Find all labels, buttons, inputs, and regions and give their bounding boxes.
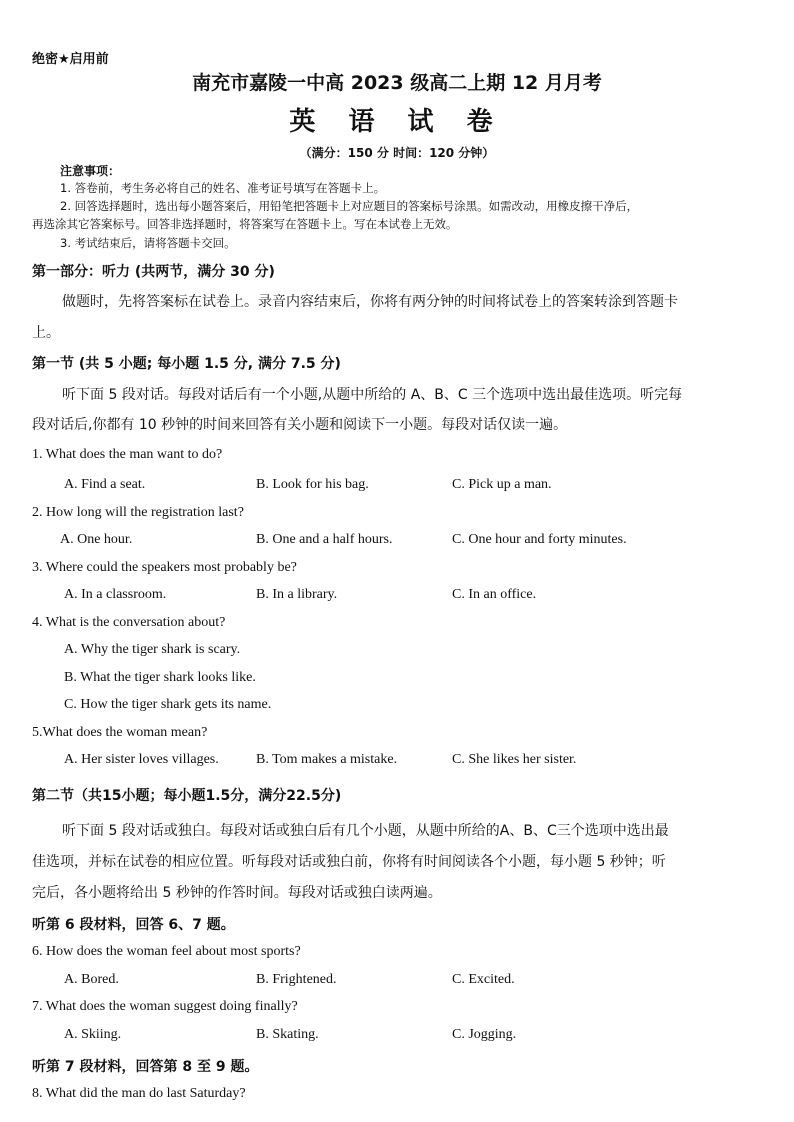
question-text: 8. What did the man do last Saturday?: [32, 1086, 246, 1101]
option-a: A. Bored.: [64, 972, 119, 987]
option-a: A. In a classroom.: [64, 587, 167, 602]
option-c: C. Jogging.: [452, 1027, 517, 1042]
material-heading: 听第 6 段材料，回答 6、7 题。: [32, 917, 235, 933]
option-a: A. One hour.: [60, 532, 133, 547]
question-text: 6. How does the woman feel about most sports?: [32, 944, 301, 959]
option-b: B. Look for his bag.: [256, 477, 369, 492]
option-c: C. How the tiger shark gets its name.: [64, 697, 272, 712]
part1-intro: 上。: [32, 325, 60, 341]
option-a: A. Why the tiger shark is scary.: [64, 642, 241, 657]
question-text: 5.What does the woman mean?: [32, 725, 208, 740]
part1-heading: 第一部分：听力 (共两节，满分 30 分): [32, 264, 275, 280]
subject-title: 英 语 试 卷: [289, 107, 505, 137]
option-b: B. What the tiger shark looks like.: [64, 670, 256, 685]
notice-item: 再选涂其它答案标号。回答非选择题时，将答案写在答题卡上。写在本试卷上无效。: [32, 217, 458, 231]
question-text: 4. What is the conversation about?: [32, 615, 226, 630]
question-text: 2. How long will the registration last?: [32, 505, 244, 520]
option-c: C. She likes her sister.: [452, 752, 577, 767]
option-b: B. One and a half hours.: [256, 532, 393, 547]
score-time-line: （满分：150 分 时间：120 分钟）: [299, 146, 495, 160]
option-b: B. Tom makes a mistake.: [256, 752, 398, 767]
part1-intro: 做题时，先将答案标在试卷上。录音内容结束后，你将有两分钟的时间将试卷上的答案转涂到答题卡: [62, 294, 678, 310]
option-b: B. In a library.: [256, 587, 338, 602]
section2-heading: 第二节（共15小题；每小题1.5分，满分22.5分): [32, 788, 342, 804]
option-c: C. Excited.: [452, 972, 515, 987]
option-c: C. In an office.: [452, 587, 537, 602]
notice-item: 1. 答卷前，考生务必将自己的姓名、准考证号填写在答题卡上。: [60, 181, 386, 195]
question-text: 3. Where could the speakers most probably be?: [32, 560, 297, 575]
notice-heading: 注意事项：: [60, 164, 121, 178]
section2-intro: 听下面 5 段对话或独白。每段对话或独白后有几个小题，从题中所给的A、B、C三个选项中选出最: [62, 823, 669, 839]
confidential-label: 绝密★启用前: [32, 52, 109, 67]
option-a: A. Skiing.: [64, 1027, 122, 1042]
section2-intro: 完后，各小题将给出 5 秒钟的作答时间。每段对话或独白读两遍。: [32, 885, 442, 901]
option-b: B. Skating.: [256, 1027, 319, 1042]
question-text: 7. What does the woman suggest doing finally?: [32, 999, 298, 1014]
option-c: C. Pick up a man.: [452, 477, 552, 492]
question-text: 1. What does the man want to do?: [32, 447, 223, 462]
material-heading: 听第 7 段材料，回答第 8 至 9 题。: [32, 1059, 259, 1075]
option-a: A. Find a seat.: [64, 477, 146, 492]
section1-intro: 听下面 5 段对话。每段对话后有一个小题,从题中所给的 A、B、C 三个选项中选出最佳选项。听完每: [62, 387, 683, 403]
exam-title: 南充市嘉陵一中高 2023 级高二上期 12 月月考: [192, 72, 602, 94]
section1-heading: 第一节 (共 5 小题; 每小题 1.5 分, 满分 7.5 分): [32, 356, 341, 372]
option-b: B. Frightened.: [256, 972, 337, 987]
option-a: A. Her sister loves villages.: [64, 752, 219, 767]
section1-intro: 段对话后,你都有 10 秒钟的时间来回答有关小题和阅读下一小题。每段对话仅读一遍。: [32, 417, 568, 433]
notice-item: 3. 考试结束后，请将答题卡交回。: [60, 236, 236, 250]
option-c: C. One hour and forty minutes.: [452, 532, 627, 547]
notice-item: 2. 回答选择题时，选出每小题答案后，用铅笔把答题卡上对应题目的答案标号涂黑。如需改动，用橡皮擦干净后，: [60, 199, 639, 213]
section2-intro: 佳选项，并标在试卷的相应位置。听每段对话或独白前，你将有时间阅读各个小题，每小题 5 秒钟；听: [32, 854, 666, 870]
